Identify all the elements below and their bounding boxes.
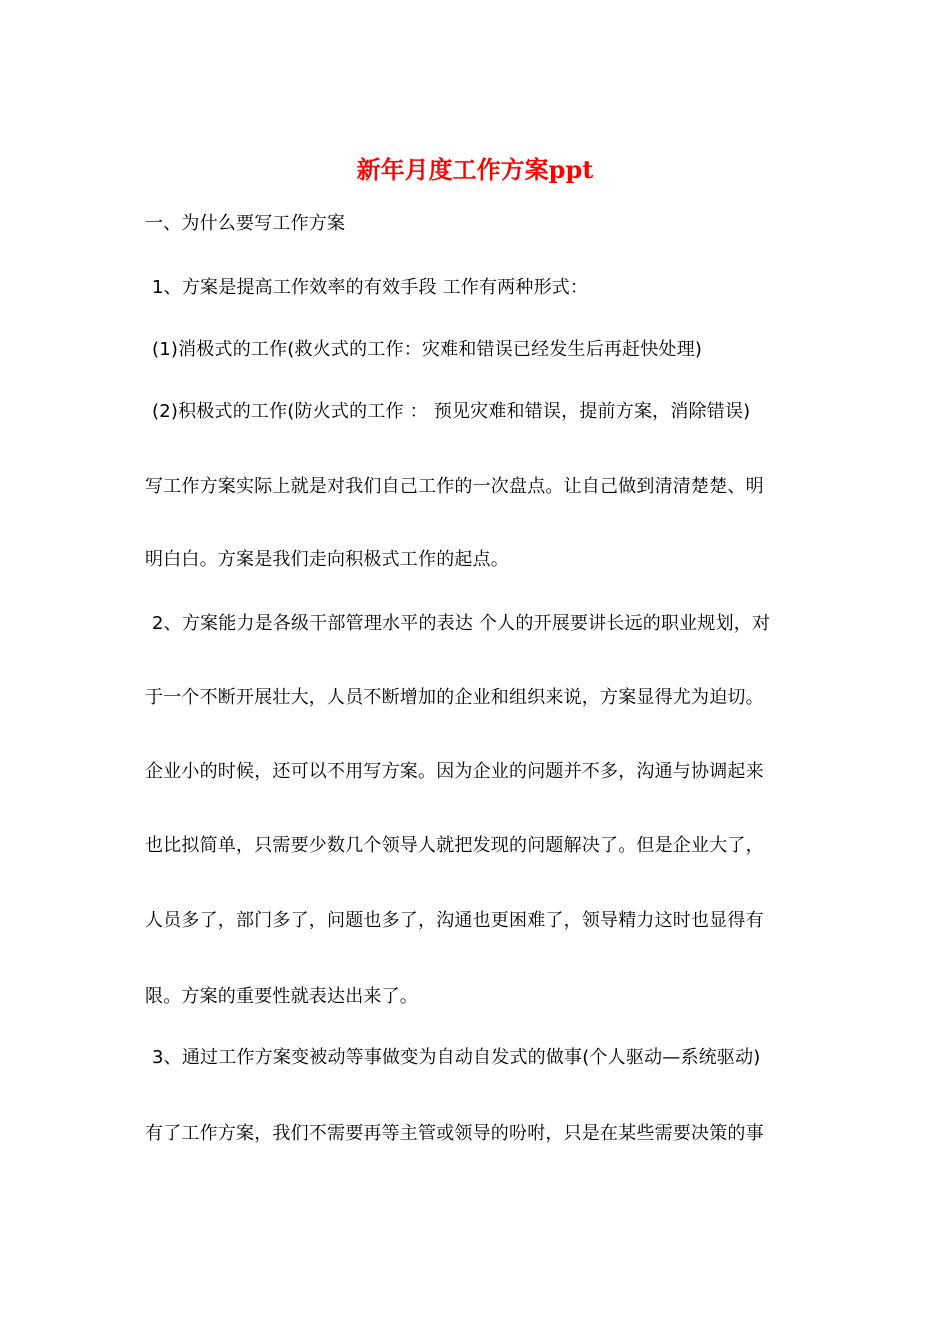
document-title: 新年月度工作方案ppt [356, 155, 594, 184]
paragraph-line: 1、方案是提高工作效率的有效手段 工作有两种形式： [152, 277, 589, 298]
paragraph-line: 写工作方案实际上就是对我们自己工作的一次盘点。让自己做到清清楚楚、明 [145, 476, 764, 497]
section-heading: 一、为什么要写工作方案 [145, 213, 346, 234]
paragraph-line: 于一个不断开展壮大，人员不断增加的企业和组织来说，方案显得尤为迫切。 [145, 687, 764, 708]
paragraph-line: (1)消极式的工作(救火式的工作：灾难和错误已经发生后再赶快处理) [152, 339, 703, 360]
paragraph-line: 人员多了，部门多了，问题也多了，沟通也更困难了，领导精力这时也显得有 [145, 910, 764, 931]
paragraph-line: (2)积极式的工作(防火式的工作 ： 预见灾难和错误，提前方案，消除错误) [152, 401, 751, 422]
paragraph-line: 3、通过工作方案变被动等事做变为自动自发式的做事(个人驱动—系统驱动) [152, 1047, 761, 1068]
paragraph-line: 有了工作方案，我们不需要再等主管或领导的吩咐，只是在某些需要决策的事 [145, 1123, 764, 1144]
paragraph-line: 限。方案的重要性就表达出来了。 [145, 986, 418, 1007]
paragraph-line: 2、方案能力是各级干部管理水平的表达 个人的开展要讲长远的职业规划，对 [152, 613, 771, 634]
paragraph-line: 企业小的时候，还可以不用写方案。因为企业的问题并不多，沟通与协调起来 [145, 761, 764, 782]
paragraph-line: 也比拟简单，只需要少数几个领导人就把发现的问题解决了。但是企业大了， [145, 835, 764, 856]
paragraph-line: 明白白。方案是我们走向积极式工作的起点。 [145, 549, 509, 570]
